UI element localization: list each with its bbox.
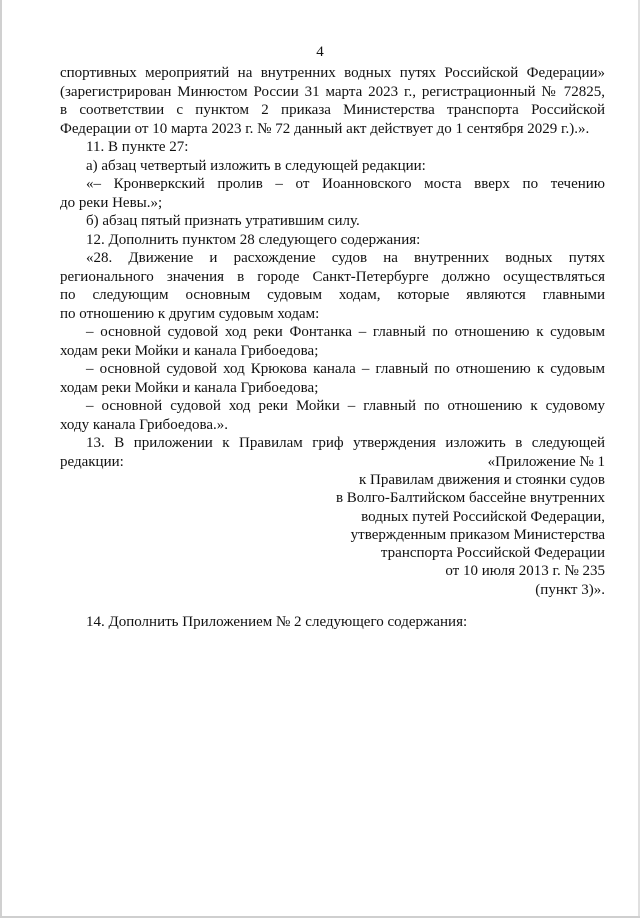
text-line: спортивных мероприятий на внутренних водных путях Российской Федерации» <box>60 65 605 81</box>
text-line: (зарегистрирован Минюстом России 31 марта 2023 г., регистрационный № 72825, <box>60 83 605 100</box>
list-item-moika-cont: ходу канала Грибоедова.». <box>60 416 229 433</box>
paragraph-28-line: регионального значения в городе Санкт-Петербурге должно осуществляться <box>60 268 605 285</box>
document-body <box>60 64 605 632</box>
list-item-fontanka: – основной судовой ход реки Фонтанка – главный по отношению к судовым <box>86 324 605 340</box>
paragraph-14: 14. Дополнить Приложением № 2 следующего содержания: <box>86 614 468 631</box>
scan-edge-left <box>0 0 2 918</box>
text-line: Федерации от 10 марта 2023 г. № 72 данный акт действует до 1 сентября 2029 г.).». <box>60 120 590 137</box>
approval-line: транспорта Российской Федерации <box>380 545 605 562</box>
approval-line: к Правилам движения и стоянки судов <box>358 472 605 488</box>
paragraph-11a-quote: «– Кронверкский пролив – от Иоанновского моста вверх по течению <box>86 176 605 192</box>
paragraph-13-cont-row <box>60 453 605 472</box>
paragraph-11b: б) абзац пятый признать утратившим силу. <box>86 213 360 229</box>
approval-line: (пункт 3)». <box>535 581 605 598</box>
paragraph-13-cont: редакции: <box>60 453 124 470</box>
approval-line: «Приложение № 1 <box>487 453 605 470</box>
list-item-moika: – основной судовой ход реки Мойки – главный по отношению к судовому <box>86 398 605 414</box>
paragraph-11: 11. В пункте 27: <box>86 139 189 155</box>
paragraph-13: 13. В приложении к Правилам гриф утверждения изложить в следующей <box>86 435 605 451</box>
approval-line: водных путей Российской Федерации, <box>361 508 605 525</box>
text-line: в соответствии с пунктом 2 приказа Министерства транспорта Российской <box>60 102 605 118</box>
approval-stamp <box>60 471 605 599</box>
approval-line: в Волго-Балтийском бассейне внутренних <box>335 490 605 507</box>
paragraph-28-line: «28. Движение и расхождение судов на внутренних водных путях <box>86 250 605 266</box>
paragraph-11a-quote-cont: до реки Невы.»; <box>60 194 163 211</box>
paragraph-12: 12. Дополнить пунктом 28 следующего содержания: <box>86 231 421 248</box>
list-item-fontanka-cont: ходам реки Мойки и канала Грибоедова; <box>60 342 319 359</box>
list-item-kryukov-cont: ходам реки Мойки и канала Грибоедова; <box>60 379 319 396</box>
paragraph-28-line: по отношению к другим судовым ходам: <box>60 305 320 322</box>
page-number: 4 <box>316 44 324 60</box>
paragraph-28-line: по следующим основным судовым ходам, которые являются главными <box>60 287 605 303</box>
spacer <box>60 599 605 613</box>
approval-line: от 10 июля 2013 г. № 235 <box>445 563 605 580</box>
list-item-kryukov: – основной судовой ход Крюкова канала – главный по отношению к судовым <box>86 361 605 377</box>
paragraph-11a: а) абзац четвертый изложить в следующей редакции: <box>86 157 426 174</box>
approval-line: утвержденным приказом Министерства <box>350 526 605 543</box>
